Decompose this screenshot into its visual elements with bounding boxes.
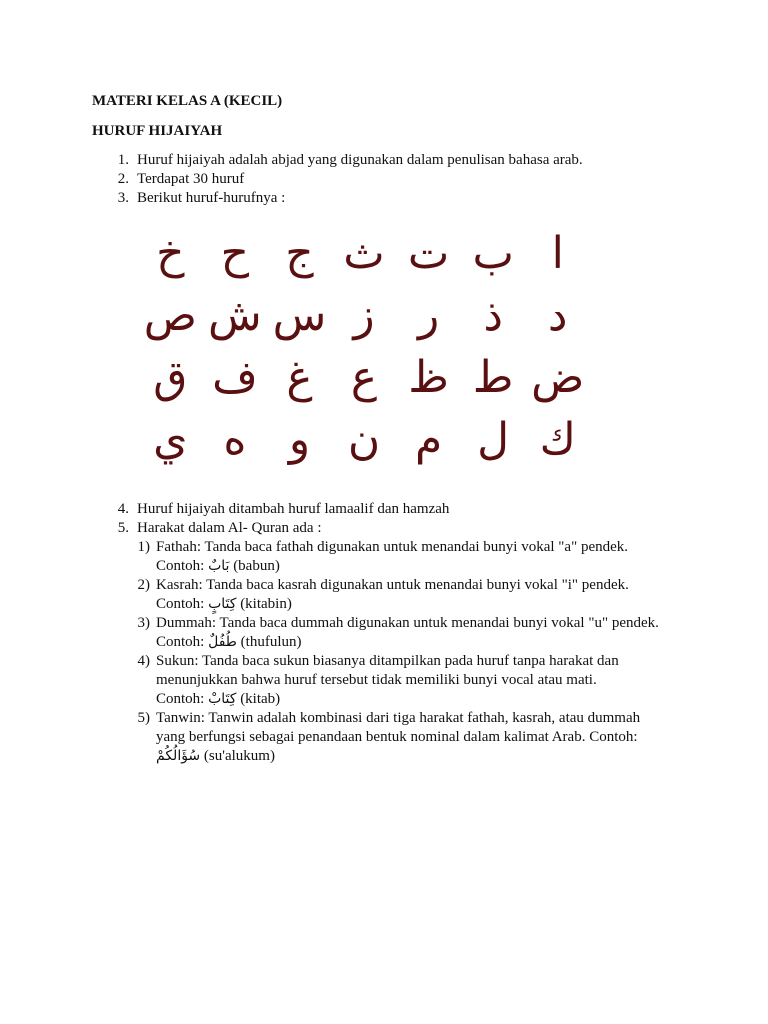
sub-number: 1) [137, 539, 150, 555]
harakat-description: Sukun: Tanda baca sukun biasanya ditampilkan pada huruf tanpa harakat dan [156, 653, 619, 669]
list-number: 3. [117, 190, 129, 206]
sub-number: 5) [137, 710, 150, 726]
harakat-description: Tanwin: Tanwin adalah kombinasi dari tiga harakat fathah, kasrah, atau dummah [156, 710, 641, 726]
harakat-list [92, 500, 712, 766]
list-item [92, 170, 712, 189]
letter: ا [551, 227, 564, 279]
letter: ش [208, 289, 262, 341]
letter: و [288, 413, 311, 465]
letter: ت [407, 227, 450, 279]
letter: ل [477, 413, 510, 465]
list-number: 1. [117, 152, 129, 168]
arabic-example: كِتَابْ [208, 691, 237, 707]
list-item [92, 189, 712, 208]
harakat-example: Contoh: كِتَابٍ (kitabin) [156, 596, 292, 612]
letter: ف [212, 351, 258, 403]
list-number: 4. [117, 501, 129, 517]
list-number: 2. [117, 171, 129, 187]
harakat-example: Contoh: بَابٌ (babun) [156, 558, 280, 574]
harakat-item-sukun [92, 652, 712, 709]
letter: ص [143, 289, 197, 341]
letter: ر [417, 289, 440, 341]
harakat-description-cont: menunjukkan bahwa huruf tersebut tidak memiliki bunyi vocal atau mati. [156, 672, 597, 688]
harakat-example: Contoh: كِتَابْ (kitab) [156, 691, 281, 707]
list-text: Harakat dalam Al- Quran ada : [137, 520, 322, 536]
harakat-item-kasrah [92, 576, 712, 614]
letter: س [272, 289, 327, 341]
list-item [92, 151, 712, 170]
list-text: Huruf hijaiyah ditambah huruf lamaalif dan hamzah [137, 501, 450, 517]
sub-number: 4) [137, 653, 150, 669]
sub-number: 2) [137, 577, 150, 593]
letter: ه [223, 413, 247, 465]
letter: خ [156, 227, 185, 279]
letter: م [414, 413, 443, 465]
arabic-example: سُؤَالُكُمْ [156, 748, 201, 764]
document-title: MATERI KELAS A (KECIL) [92, 93, 283, 109]
letter: ق [153, 351, 188, 403]
harakat-item-fathah [92, 538, 712, 576]
list-number: 5. [117, 520, 129, 536]
harakat-description: Kasrah: Tanda baca kasrah digunakan untuk menandai bunyi vokal "i" pendek. [156, 577, 629, 593]
letter: ث [343, 227, 385, 279]
harakat-example: Contoh: طُفُلٌ (thufulun) [156, 634, 302, 650]
letter: ك [539, 413, 576, 465]
harakat-description-cont: yang berfungsi sebagai penandaan bentuk nominal dalam kalimat Arab. Contoh: [156, 729, 638, 745]
letter: ي [153, 413, 188, 465]
list-text: Huruf hijaiyah adalah abjad yang digunakan dalam penulisan bahasa arab. [137, 152, 583, 168]
letter: ن [347, 413, 381, 465]
letter: ط [472, 351, 514, 403]
letter: ذ [483, 289, 503, 341]
letter: ظ [408, 351, 449, 403]
arabic-example: كِتَابٍ [208, 596, 237, 612]
list-text: Berikut huruf-hurufnya : [137, 190, 286, 206]
hijaiyah-letter-grid [138, 222, 590, 470]
list-text: Terdapat 30 huruf [137, 171, 245, 187]
list-item [92, 500, 712, 519]
harakat-example: سُؤَالُكُمْ (su'alukum) [156, 748, 275, 764]
sub-number: 3) [137, 615, 150, 631]
harakat-description: Fathah: Tanda baca fathah digunakan untuk menandai bunyi vokal "a" pendek. [156, 539, 629, 555]
list-item [92, 519, 712, 538]
letter: ح [220, 227, 250, 279]
letter: غ [286, 351, 313, 403]
letter: ج [285, 227, 314, 279]
harakat-item-dummah [92, 614, 712, 652]
intro-list [92, 151, 712, 208]
letter: ب [472, 227, 514, 279]
harakat-item-tanwin [92, 709, 712, 766]
letter: د [547, 289, 568, 341]
harakat-description: Dummah: Tanda baca dummah digunakan untuk menandai bunyi vokal "u" pendek. [156, 615, 659, 631]
arabic-example: طُفُلٌ [208, 634, 237, 650]
arabic-example: بَابٌ [208, 558, 230, 574]
letter: ع [350, 351, 378, 403]
letter: ض [531, 351, 585, 403]
document-subtitle: HURUF HIJAIYAH [92, 123, 223, 139]
letter: ز [353, 289, 375, 341]
